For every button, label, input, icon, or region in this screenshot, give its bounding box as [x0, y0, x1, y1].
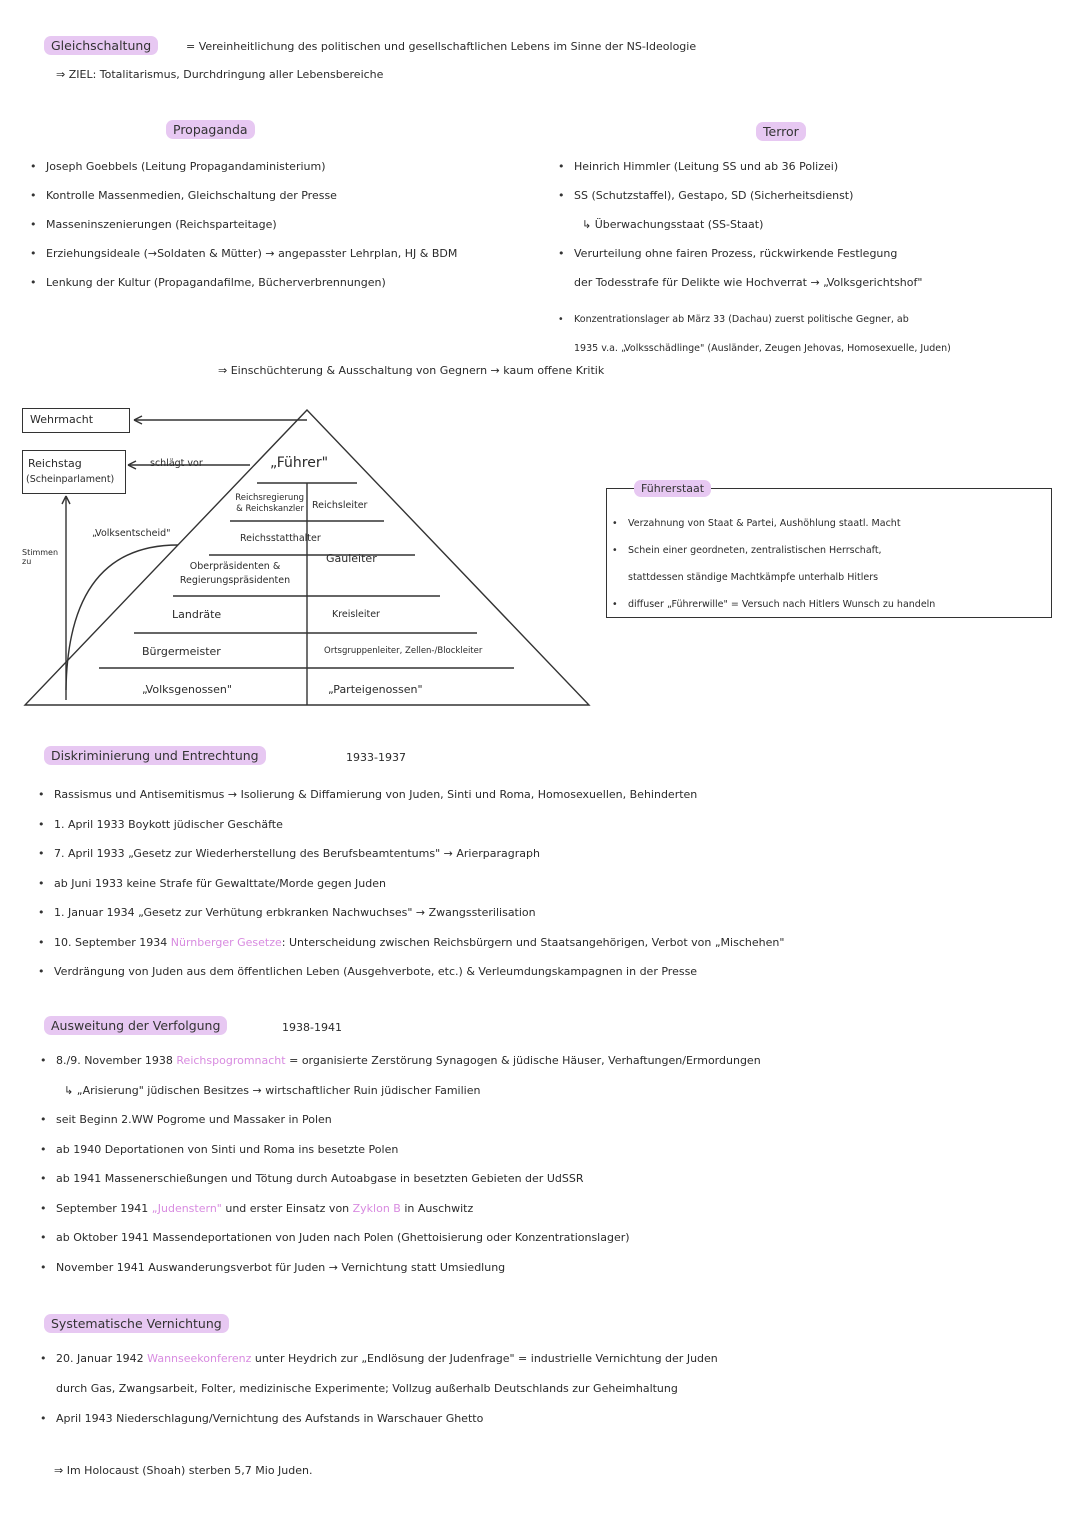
item-text: und erster Einsatz von	[221, 1201, 353, 1215]
pyramid-left-3: Landräte	[172, 608, 222, 621]
list-item: • November 1941 Auswanderungsverbot für Juden → Vernichtung statt Umsiedlung	[56, 1253, 761, 1283]
judenstern: „Judenstern"	[151, 1201, 222, 1215]
nuernberger-gesetze: Nürnberger Gesetze	[170, 935, 282, 949]
pyramid-right-1: Gauleiter	[326, 552, 377, 565]
list-item: durch Gas, Zwangsarbeit, Folter, medizinische Experimente; Vollzug außerhalb Deutschlands zur Geheimhaltung	[56, 1382, 678, 1395]
pyramid-left-1: Reichsstatthalter	[240, 533, 321, 544]
list-item: • 1. April 1933 Boykott jüdischer Geschäfte	[54, 810, 784, 840]
propaganda-heading: Propaganda	[166, 120, 255, 139]
list-item: • Verurteilung ohne fairen Prozess, rückwirkende Festlegung	[574, 239, 951, 268]
schlaegt-vor-label: schlägt vor	[150, 458, 203, 469]
list-item: • 7. April 1933 „Gesetz zur Wiederherstellung des Berufsbeamtentums" → Arierparagraph	[54, 839, 784, 869]
fuehrerstaat-list	[628, 510, 935, 618]
item-text: in Auschwitz	[400, 1201, 474, 1215]
item-date: 20. Januar 1942	[56, 1352, 148, 1365]
list-item	[56, 1344, 718, 1374]
gleichschaltung-definition: = Vereinheitlichung des politischen und gesellschaftlichen Lebens im Sinne der NS-Ideologie	[186, 40, 697, 53]
list-item	[56, 1046, 761, 1076]
list-item: • diffuser „Führerwille" = Versuch nach Hitlers Wunsch zu handeln	[628, 591, 935, 618]
list-item: • Kontrolle Massenmedien, Gleichschaltung der Presse	[46, 181, 457, 210]
list-item: • ab Oktober 1941 Massendeportationen von Juden nach Polen (Ghettoisierung oder Konzentrationslager)	[56, 1223, 761, 1253]
pyramid-left-2: Oberpräsidenten & Regierungspräsidenten	[179, 561, 291, 586]
list-item: der Todesstrafe für Delikte wie Hochverrat → „Volksgerichtshof"	[574, 276, 923, 289]
diskriminierung-heading: Diskriminierung und Entrechtung	[44, 746, 266, 765]
pyramid-right-2: Kreisleiter	[332, 609, 380, 620]
gleichschaltung-ziel: ⇒ ZIEL: Totalitarismus, Durchdringung aller Lebensbereiche	[56, 68, 384, 81]
list-item: ↳ Überwachungsstaat (SS-Staat)	[582, 218, 764, 231]
item-date: 8./9. November 1938	[56, 1054, 177, 1067]
conclusion: ⇒ Einschüchterung & Ausschaltung von Gegnern → kaum offene Kritik	[218, 364, 605, 377]
reichspogromnacht: Reichspogromnacht	[176, 1054, 286, 1067]
wehrmacht-label: Wehrmacht	[30, 413, 94, 426]
pyramid-right-0: Reichsleiter	[312, 500, 368, 511]
reichstag-label: Reichstag	[28, 457, 82, 470]
final-statement: ⇒ Im Holocaust (Shoah) sterben 5,7 Mio Juden.	[54, 1464, 313, 1477]
list-item: • 1. Januar 1934 „Gesetz zur Verhütung erbkranken Nachwuchses" → Zwangssterilisation	[54, 898, 784, 928]
volksentscheid-label: „Volksentscheid"	[92, 528, 171, 539]
list-item: • ab Juni 1933 keine Strafe für Gewalttate/Morde gegen Juden	[54, 869, 784, 899]
ausweitung-years: 1938-1941	[282, 1021, 342, 1034]
pyramid-right-4: „Parteigenossen"	[328, 683, 423, 696]
list-item: 1935 v.a. „Volksschädlinge" (Ausländer, Zeugen Jehovas, Homosexuelle, Juden)	[574, 343, 951, 354]
pyramid-left-0: Reichsregierung & Reichskanzler	[235, 493, 304, 514]
stimmen-zu-label: Stimmen zu	[22, 548, 59, 566]
list-item: • Erziehungsideale (→Soldaten & Mütter) → angepasster Lehrplan, HJ & BDM	[46, 239, 457, 268]
ausweitung-heading: Ausweitung der Verfolgung	[44, 1016, 227, 1035]
list-item: • April 1943 Niederschlagung/Vernichtung des Aufstands in Warschauer Ghetto	[56, 1404, 718, 1434]
list-item: • ab 1941 Massenerschießungen und Tötung durch Autoabgase in besetzten Gebieten der UdSSR	[56, 1164, 761, 1194]
list-item: • ab 1940 Deportationen von Sinti und Roma ins besetzte Polen	[56, 1135, 761, 1165]
diskriminierung-years: 1933-1937	[346, 751, 406, 764]
list-item: ↳ „Arisierung" jüdischen Besitzes → wirtschaftlicher Ruin jüdischer Familien	[64, 1083, 481, 1097]
ausweitung-list	[56, 1046, 761, 1282]
vernichtung-heading: Systematische Vernichtung	[44, 1314, 229, 1333]
terror-heading: Terror	[756, 122, 806, 141]
list-item: • Lenkung der Kultur (Propagandafilme, Bücherverbrennungen)	[46, 268, 457, 297]
list-item: • Rassismus und Antisemitismus → Isolierung & Diffamierung von Juden, Sinti und Roma, Homosexuellen, Behinderten	[54, 780, 784, 810]
zyklon-b: Zyklon B	[352, 1201, 401, 1215]
vernichtung-list	[56, 1344, 718, 1434]
pyramid-left-4: Bürgermeister	[142, 645, 221, 658]
reichstag-sub: (Scheinparlament)	[26, 474, 115, 485]
item-text: = organisierte Zerstörung Synagogen & jüdische Häuser, Verhaftungen/Ermordungen	[285, 1054, 761, 1067]
pyramid-diagram	[0, 0, 1080, 740]
item-text: : Unterscheidung zwischen Reichsbürgern und Staatsangehörigen, Verbot von „Mischehen"	[281, 935, 785, 949]
item-text: unter Heydrich zur „Endlösung der Judenfrage" = industrielle Vernichtung der Juden	[251, 1352, 718, 1365]
item-date: 10. September 1934	[54, 935, 171, 949]
pyramid-left-5: „Volksgenossen"	[142, 683, 232, 696]
list-item: • Konzentrationslager ab März 33 (Dachau) zuerst politische Gegner, ab	[574, 305, 951, 334]
wannseekonferenz: Wannseekonferenz	[147, 1352, 252, 1365]
list-item: stattdessen ständige Machtkämpfe unterhalb Hitlers	[628, 572, 879, 583]
list-item	[56, 1194, 761, 1224]
list-item: • Heinrich Himmler (Leitung SS und ab 36 Polizei)	[574, 152, 951, 181]
list-item: • SS (Schutzstaffel), Gestapo, SD (Sicherheitsdienst)	[574, 181, 951, 210]
pyramid-right-3: Ortsgruppenleiter, Zellen-/Blockleiter	[324, 646, 483, 656]
list-item: • Schein einer geordneten, zentralistischen Herrschaft,	[628, 537, 935, 564]
list-item: • Verdrängung von Juden aus dem öffentlichen Leben (Ausgehverbote, etc.) & Verleumdungskampagnen in der Presse	[54, 957, 784, 987]
list-item: • seit Beginn 2.WW Pogrome und Massaker in Polen	[56, 1105, 761, 1135]
list-item: • Joseph Goebbels (Leitung Propagandaministerium)	[46, 152, 457, 181]
diskriminierung-list	[54, 780, 784, 987]
list-item: • Masseninszenierungen (Reichsparteitage)	[46, 210, 457, 239]
gleichschaltung-heading: Gleichschaltung	[44, 36, 158, 55]
fuehrer-label: „Führer"	[270, 455, 329, 471]
fuehrerstaat-heading: Führerstaat	[634, 480, 711, 497]
list-item: • Verzahnung von Staat & Partei, Aushöhlung staatl. Macht	[628, 510, 935, 537]
item-date: September 1941	[56, 1201, 152, 1215]
list-item	[54, 928, 784, 958]
